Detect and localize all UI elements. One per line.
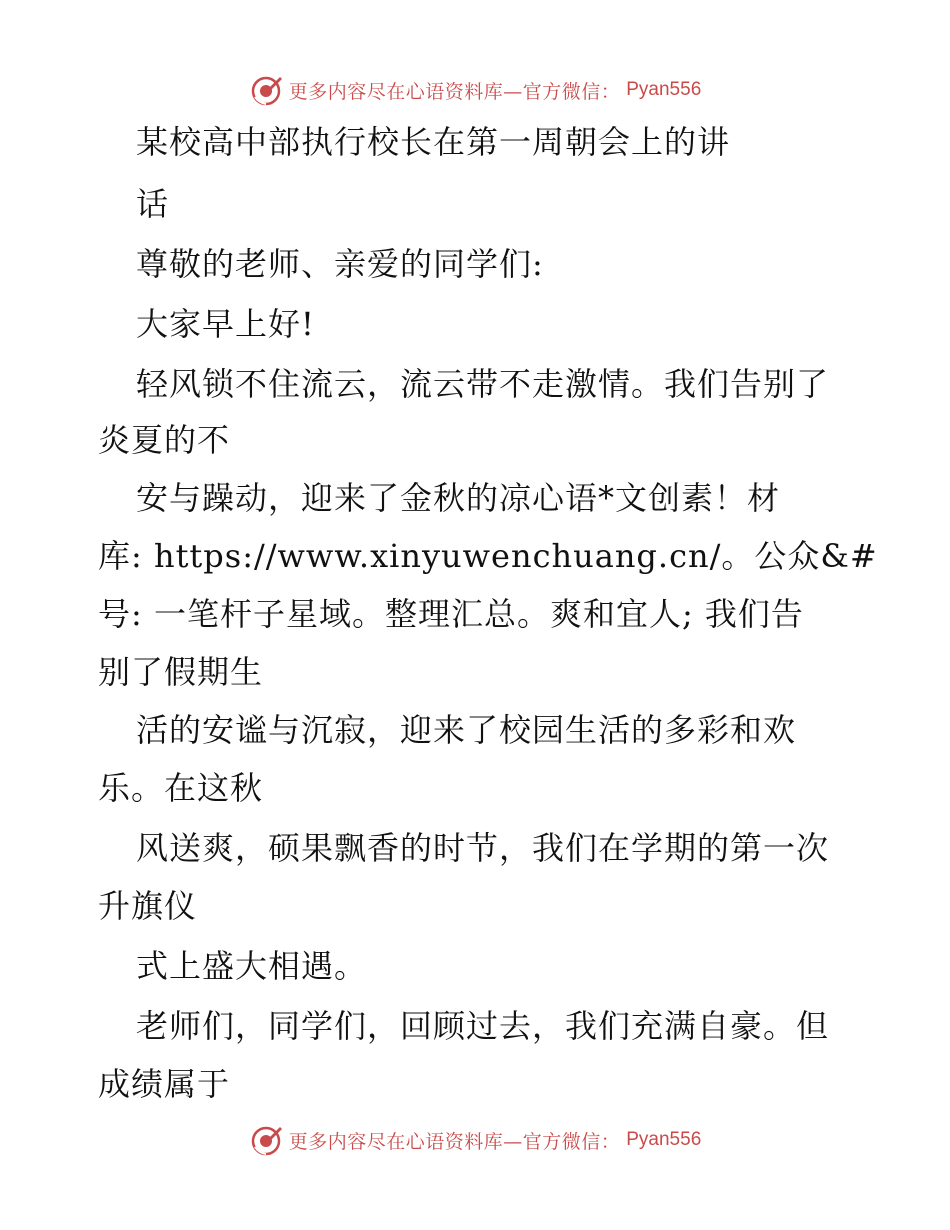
document-title-line-2: 话	[136, 185, 170, 223]
paragraph-line: 式上盛大相遇。	[136, 947, 368, 985]
paragraph-line: 活的安谧与沉寂，迎来了校园生活的多彩和欢	[136, 711, 797, 749]
paragraph-line: 成绩属于	[98, 1065, 231, 1103]
paragraph-line: 安与躁动，迎来了金秋的凉心语*文创素！材	[136, 479, 781, 517]
footer-banner-inner	[249, 1123, 702, 1157]
quill-seal-icon	[249, 73, 283, 107]
paragraph-line: 老师们，同学们，回顾过去，我们充满自豪。但	[136, 1007, 830, 1045]
paragraph-line: 轻风锁不住流云，流云带不走激情。我们告别了	[136, 365, 830, 403]
document-title-line-1: 某校高中部执行校长在第一周朝会上的讲	[136, 123, 731, 161]
header-banner-inner	[249, 73, 702, 107]
paragraph-line: 号: 一笔杆子星域。整理汇总。爽和宜人; 我们告	[98, 595, 804, 633]
header-wechat-id: Pyan556	[626, 79, 702, 100]
footer-wechat-id: Pyan556	[626, 1129, 702, 1150]
paragraph-line: 库: https://www.xinyuwenchuang.cn/。公众&#	[98, 537, 878, 575]
paragraph-line: 炎夏的不	[98, 421, 231, 459]
quill-seal-icon	[249, 1123, 283, 1157]
paragraph-line: 风送爽，硕果飘香的时节，我们在学期的第一次	[136, 829, 830, 867]
paragraph-line: 乐。在这秋	[98, 769, 264, 807]
paragraph-line: 别了假期生	[98, 653, 264, 691]
header-banner-text: 更多内容尽在心语资料库—官方微信：	[288, 80, 621, 103]
header-banner	[0, 70, 950, 110]
greeting: 大家早上好!	[136, 305, 315, 343]
paragraph-line: 升旗仪	[98, 887, 198, 925]
footer-banner-text: 更多内容尽在心语资料库—官方微信：	[288, 1130, 621, 1153]
salutation: 尊敬的老师、亲爱的同学们:	[136, 245, 544, 283]
footer-banner	[0, 1120, 950, 1160]
